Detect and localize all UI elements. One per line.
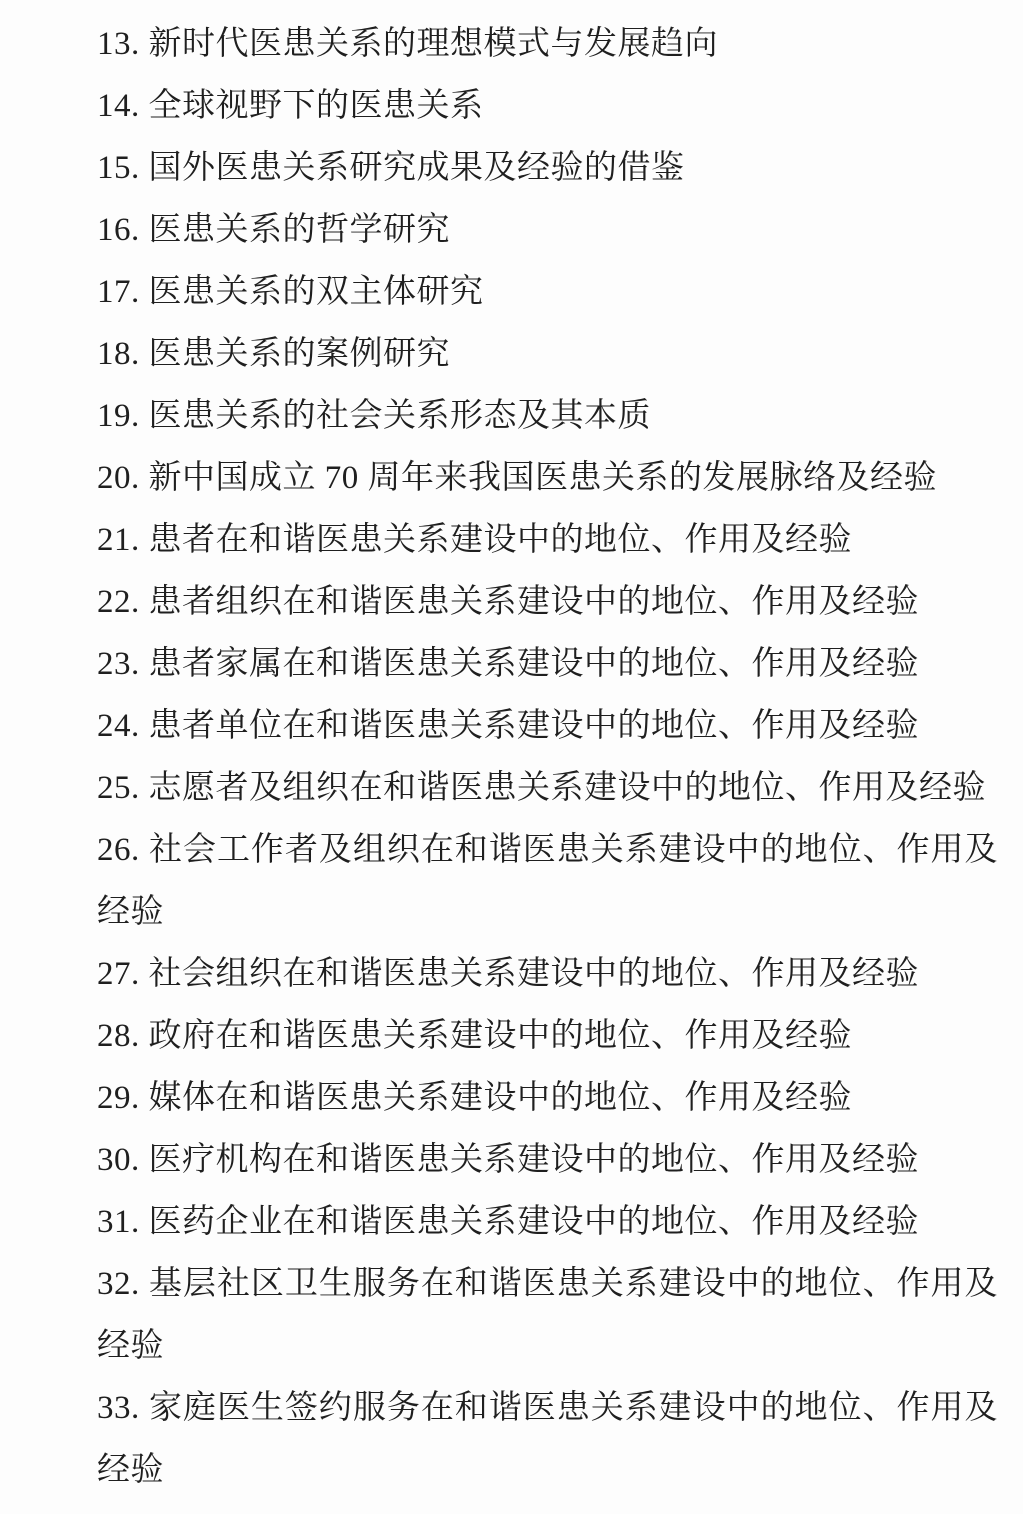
item-number: 23. — [97, 646, 140, 682]
list-item — [97, 75, 998, 137]
item-text: 志愿者及组织在和谐医患关系建设中的地位、作用及经验 — [148, 770, 986, 806]
list-item — [97, 943, 998, 1005]
item-text: 医患关系的社会关系形态及其本质 — [148, 398, 651, 434]
list-item — [97, 137, 998, 199]
item-number: 27. — [97, 956, 140, 992]
item-text: 社会工作者及组织在和谐医患关系建设中的地位、作用及经验 — [97, 832, 999, 930]
list-item — [97, 261, 998, 323]
item-text: 家庭医生签约服务在和谐医患关系建设中的地位、作用及经验 — [97, 1390, 999, 1488]
item-number: 32. — [97, 1266, 140, 1302]
list-item — [97, 323, 998, 385]
item-text: 新中国成立 70 周年来我国医患关系的发展脉络及经验 — [148, 460, 937, 496]
item-number: 18. — [97, 336, 140, 372]
list-item — [97, 1191, 998, 1253]
item-text: 医疗机构在和谐医患关系建设中的地位、作用及经验 — [148, 1142, 919, 1178]
item-text: 患者家属在和谐医患关系建设中的地位、作用及经验 — [148, 646, 919, 682]
list-item — [97, 13, 998, 75]
topic-list — [97, 13, 998, 1501]
item-text: 医患关系的案例研究 — [148, 336, 450, 372]
list-item — [97, 1129, 998, 1191]
item-text: 医患关系的哲学研究 — [148, 212, 450, 248]
item-number: 30. — [97, 1142, 140, 1178]
item-number: 26. — [97, 832, 140, 868]
item-number: 19. — [97, 398, 140, 434]
item-number: 31. — [97, 1204, 140, 1240]
item-number: 16. — [97, 212, 140, 248]
item-number: 20. — [97, 460, 140, 496]
item-text: 医药企业在和谐医患关系建设中的地位、作用及经验 — [148, 1204, 919, 1240]
item-text: 医患关系的双主体研究 — [148, 274, 484, 310]
item-text: 社会组织在和谐医患关系建设中的地位、作用及经验 — [148, 956, 919, 992]
item-text: 患者在和谐医患关系建设中的地位、作用及经验 — [148, 522, 852, 558]
list-item — [97, 571, 998, 633]
item-number: 14. — [97, 88, 140, 124]
list-item — [97, 199, 998, 261]
item-text: 政府在和谐医患关系建设中的地位、作用及经验 — [148, 1018, 852, 1054]
item-text: 患者单位在和谐医患关系建设中的地位、作用及经验 — [148, 708, 919, 744]
item-number: 13. — [97, 26, 140, 62]
list-item — [97, 1377, 998, 1501]
list-item — [97, 633, 998, 695]
item-text: 全球视野下的医患关系 — [148, 88, 484, 124]
item-number: 25. — [97, 770, 140, 806]
list-item — [97, 1067, 998, 1129]
item-text: 新时代医患关系的理想模式与发展趋向 — [148, 26, 718, 62]
item-number: 15. — [97, 150, 140, 186]
list-item — [97, 819, 998, 943]
item-number: 17. — [97, 274, 140, 310]
item-number: 22. — [97, 584, 140, 620]
item-number: 24. — [97, 708, 140, 744]
item-number: 21. — [97, 522, 140, 558]
list-item — [97, 509, 998, 571]
list-item — [97, 1253, 998, 1377]
item-text: 媒体在和谐医患关系建设中的地位、作用及经验 — [148, 1080, 852, 1116]
item-number: 29. — [97, 1080, 140, 1116]
list-item — [97, 447, 998, 509]
item-number: 28. — [97, 1018, 140, 1054]
list-item — [97, 1005, 998, 1067]
item-text: 国外医患关系研究成果及经验的借鉴 — [148, 150, 685, 186]
list-item — [97, 385, 998, 447]
item-text: 患者组织在和谐医患关系建设中的地位、作用及经验 — [148, 584, 919, 620]
list-item — [97, 757, 998, 819]
list-item — [97, 695, 998, 757]
item-text: 基层社区卫生服务在和谐医患关系建设中的地位、作用及经验 — [97, 1266, 999, 1364]
item-number: 33. — [97, 1390, 140, 1426]
